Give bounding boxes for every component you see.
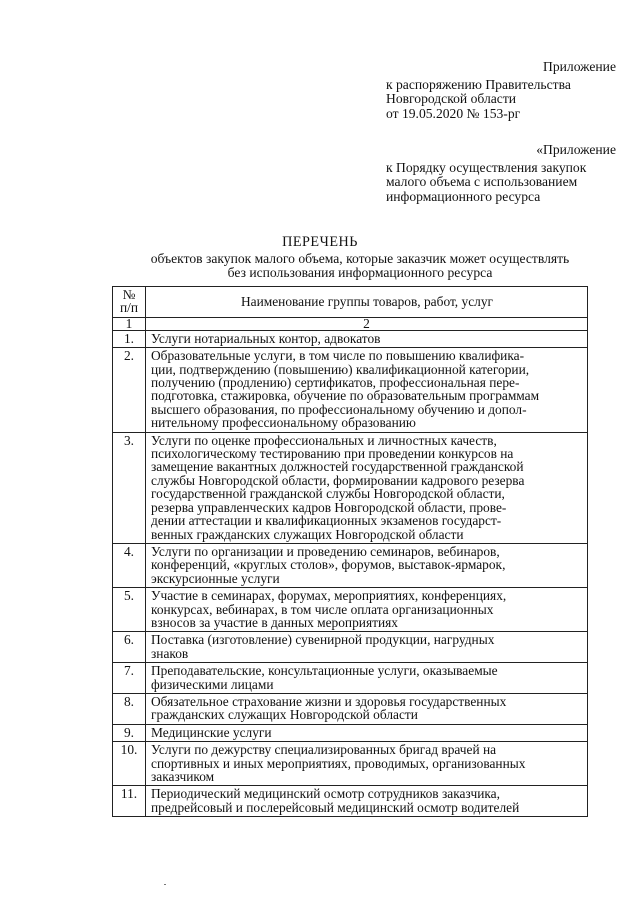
row-description [146,724,588,741]
row-number: 11. [113,786,146,817]
row-description [146,348,588,432]
row-description-line: Участие в семинарах, форумах, мероприятиях, конференциях, [151,588,507,604]
row-description-line: взносов за участие в данных мероприятиях [151,614,398,630]
header-number-line: п/п [119,300,139,316]
row-number: 10. [113,742,146,786]
header-number-cell [113,287,146,318]
document-subtitle [100,252,620,280]
appendix-line: к распоряжению Правительства [386,76,571,92]
table-row [113,724,588,741]
header-number-line: № [122,287,136,302]
row-number: 6. [113,632,146,663]
row-description-line: спортивных и иных мероприятиях, проводимых, организованных [151,755,526,771]
row-number: 5. [113,588,146,632]
row-description-line: психологическому тестированию при проведении конкурсов на [151,446,514,462]
row-description-line: государственной гражданской службы Новгородской области, [151,486,505,502]
document-title: ПЕРЕЧЕНЬ [282,234,358,250]
table-row [113,786,588,817]
row-description-line: Преподавательские, консультационные услуги, оказываемые [151,663,498,679]
index-cell: 1 [113,317,146,330]
subtitle-line: без использования информационного ресурса [227,265,493,280]
appendix-line: от 19.05.2020 № 153-рг [386,105,521,121]
table-index-row [113,317,588,330]
row-description-line: предрейсовый и послерейсовый медицинский осмотр водителей [151,799,520,815]
row-number: 3. [113,432,146,543]
appendix-line: информационного ресурса [386,188,541,204]
row-description-line: заказчиком [151,769,215,784]
row-description-line: конкурсах, вебинарах, в том числе оплата организационных [151,601,494,617]
procurement-list-table [112,286,588,817]
row-number: 7. [113,663,146,694]
row-description-line: Обязательное страхование жизни и здоровья государственных [151,693,507,709]
row-description-line: Услуги нотариальных контор, адвокатов [151,330,381,346]
table-row [113,348,588,432]
row-number: 8. [113,693,146,724]
row-number: 1. [113,330,146,347]
row-description-line: знаков [151,645,189,661]
header-name-cell: Наименование группы товаров, работ, услуг [146,287,588,318]
table-row [113,693,588,724]
appendix-head: Приложение [543,59,616,74]
row-description-line: физическими лицами [151,676,274,692]
row-description-line: Образовательные услуги, в том числе по повышению квалифика- [151,348,525,364]
table-row [113,742,588,786]
appendix-line: к Порядку осуществления закупок [386,159,587,175]
table-row [113,432,588,543]
row-description-line: ции, подтверждению (повышению) квалификационной категории, [151,361,530,377]
row-description-line: Услуги по дежурству специализированных бригад врачей на [151,742,497,758]
table-row [113,330,588,347]
row-description-line: получению (продлению) сертификатов, профессиональная пере- [151,375,520,391]
row-description-line: Услуги по организации и проведению семинаров, вебинаров, [151,543,500,559]
row-description-line: Услуги по оценке профессиональных и личностных качеств, [151,432,497,448]
row-description [146,432,588,543]
row-description-line: высшего образования, по профессиональному обучению и допол- [151,401,527,417]
row-description [146,693,588,724]
scan-speck [164,884,166,885]
row-description [146,632,588,663]
row-description [146,663,588,694]
row-description-line: Поставка (изготовление) сувенирной продукции, нагрудных [151,632,495,648]
appendix-head: «Приложение [536,142,616,157]
row-description-line: подготовка, стажировка, обучение по образовательным программам [151,388,540,404]
appendix-line: малого объема с использованием [386,174,578,189]
row-description-line: Периодический медицинский осмотр сотрудников заказчика, [151,786,500,802]
row-number: 2. [113,348,146,432]
appendix-block-procedure [386,143,626,204]
table-row [113,632,588,663]
row-number: 9. [113,724,146,741]
row-description [146,543,588,587]
appendix-line: Новгородской области [386,91,517,106]
row-description-line: нительному профессиональному образованию [151,415,416,431]
subtitle-line: объектов закупок малого объема, которые заказчик может осуществлять [150,251,570,266]
row-description-line: службы Новгородской области, формировании кадрового резерва [151,472,525,488]
row-description-line: конференций, «круглых столов», форумов, выставок-ярмарок, [151,557,506,573]
table-header-row [113,287,588,318]
row-description [146,786,588,817]
row-number: 4. [113,543,146,587]
row-description-line: Медицинские услуги [151,724,272,740]
row-description-line: экскурсионные услуги [151,570,280,586]
row-description-line: дении аттестации и квалификационных экзаменов государст- [151,513,502,529]
row-description-line: резерва управленческих кадров Новгородской области, прове- [151,499,507,515]
index-cell: 2 [146,317,588,330]
table-row [113,588,588,632]
row-description-line: венных гражданских служащих Новгородской области [151,526,464,542]
row-description-line: гражданских служащих Новгородской области [151,707,418,723]
row-description [146,330,588,347]
row-description [146,742,588,786]
table-row [113,543,588,587]
table-row [113,663,588,694]
appendix-block-decree [386,60,626,121]
row-description-line: замещение вакантных должностей государственной гражданской [151,459,524,475]
row-description [146,588,588,632]
